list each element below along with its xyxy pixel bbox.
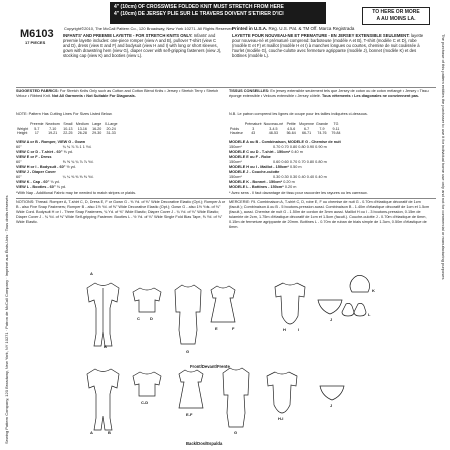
view-label: C <box>137 316 140 321</box>
view-label: K <box>372 288 375 293</box>
registered-mark: Reg. U.S. Pat. & TM Off. Marca Registrada <box>268 26 355 31</box>
table-cell: 17 <box>34 131 39 136</box>
table-cell: 7-9 <box>319 126 325 131</box>
view-label: H <box>283 327 286 332</box>
yardage-label: VIEW J - Diaper Cover <box>16 170 56 174</box>
table-cell: 19-21 <box>48 131 58 136</box>
diaper-front-illustration <box>318 300 342 314</box>
yardage-label: MODELE K - Bonnet - 150cm* <box>229 180 283 184</box>
yardage-values: ¼ ¼ ⅜ ⅜ ⅜ ⅜ Yd. <box>62 175 94 179</box>
table-cell: Poids <box>230 126 239 131</box>
copyright: Copyright©2010, The McCall Pattern Co., 120 Broadway, New York 10271. All Rights Reserved. <box>64 26 234 31</box>
yardage-values: ⅛ yd. <box>56 185 67 189</box>
table-cell: 3-4.5 <box>269 126 278 131</box>
pieces-count: 17 PIECES <box>25 40 46 45</box>
yardage-label: 150cm* <box>229 145 242 149</box>
yardage-values: 0.70 0.70 0.80 0.80 0.90 0.90 m <box>272 145 327 149</box>
table-cell: 13-16 <box>77 126 87 131</box>
view-label: J <box>330 317 333 322</box>
measure-fr-block <box>229 122 434 136</box>
measure-header: Prématuré <box>244 122 262 126</box>
measure-header: Nouveau-né <box>263 122 284 126</box>
stretch-gauge-banner <box>110 2 326 24</box>
measure-header: Small <box>63 122 73 126</box>
fabrics-fr-note: Tous vêtements • Les diagonales ne conviennent pas. <box>322 94 420 98</box>
table-row <box>229 131 343 136</box>
yardage-label: 60" <box>16 145 22 149</box>
fabrics-en <box>16 89 226 99</box>
table-cell: 16-20 <box>92 126 102 131</box>
view-label: B <box>104 344 107 349</box>
booties-illustration <box>342 303 366 316</box>
view-label: F <box>232 326 235 331</box>
yardage-values: 0.60 0.60 0.70 0.70 0.80 0.80 m <box>272 160 327 164</box>
measure-header: Petite <box>286 122 296 126</box>
romper-front-illustration <box>87 283 119 346</box>
measure-header: X-Large <box>104 122 118 126</box>
view-label: L <box>368 312 371 317</box>
yardage-label: 60" <box>16 175 22 179</box>
pattern-number: M6103 <box>20 28 54 40</box>
legend-back: Back/Dos/Espalda <box>186 441 223 446</box>
view-label: I <box>298 327 300 332</box>
table-cell: 22-25 <box>63 131 73 136</box>
view-label: G <box>234 430 238 435</box>
table-cell: 5-7 <box>34 126 40 131</box>
note-en: NOTE: Pattern Has Cutting Lines For Sizes Listed Below. <box>16 112 113 116</box>
table-cell: Height <box>17 131 28 136</box>
gown-front-illustration <box>175 285 201 344</box>
yardage-label: MODELE A ou B - Combinaison, MODELE G - Chemise de nuit <box>229 140 341 144</box>
yardage-label: 150cm* <box>229 160 242 164</box>
measure-table-en <box>16 122 119 136</box>
description-en-heading: INFANTS' AND PREEMIE LAYETTE - FOR STRETCH KNITS ONLY: <box>63 33 193 38</box>
romper-back-illustration <box>87 369 119 430</box>
yardage-values: 0.40 m <box>291 150 303 154</box>
table-cell: 26-28 <box>77 131 87 136</box>
right-side-text-content: The purchase of this pattern entitles the purchaser to use it for individual home use only and not for commercial or manufacturing purposes <box>441 34 446 280</box>
fabrics-fr-text: En jersey extensible seulement tels que Jersey de coton ou de coton mélangé • Jersey • Tissu éponge extensible • Velours extensible • Jersey côtelé. <box>229 89 429 98</box>
view-label: C-D <box>141 400 149 405</box>
stretch-gauge-fr: 4" (10cm) DE JERSEY PLIE SUR LE TRAVERS DOIVENT S'ETIRER D'ICI <box>114 11 284 17</box>
yardage-values: ⅛ yd. <box>50 180 60 184</box>
cap-illustration <box>350 275 370 292</box>
yardage-label: VIEW E or F - Dress <box>16 155 52 159</box>
view-label: E <box>215 326 218 331</box>
table-cell: 3 <box>252 126 255 131</box>
measure-table-fr <box>229 122 343 136</box>
printed-in-text: Printed in U.S.A. <box>232 26 268 31</box>
to-here-en: TO HERE OR MORE <box>372 9 420 15</box>
diaper-back-illustration <box>320 386 344 400</box>
description-fr-body: layette pour nouveau-né et prématuré comprend: barboteuse (modèle A et B), T-shirt (modèle C et D), robe (modèle E et F) et maillot (modèle H et I) à manches longues ou courtes, chemise de nuit coulissée à l'ourlet (modèle G), couche-culotte avec fermeture agrippante (modèle J), bonnet (modèle K) et des bottines (modèle L). <box>232 33 424 58</box>
table-cell: 7-10 <box>49 126 57 131</box>
measure-header: Medium <box>75 122 89 126</box>
divider <box>16 198 436 199</box>
dress-back-illustration <box>179 370 203 408</box>
yardage-fr <box>229 140 434 190</box>
yardage-label: VIEW H or I - Bodysuit - 60" <box>16 165 66 169</box>
notions-en: NOTIONS: Thread. Romper A, T-shirt C, D, Dress E, F or Gown G - ⅜ Yd. of ⅜" Wide Decorative Elastic (Opt.); Romper A or B - also Five Snap Fasteners; Romper B - also 1½ Yd. of ⅝" Wide Decorative Elastic (Opt.); Gown G - also 1½ Yds. of ⅛" Wide Cord. Bodysuit H or I - Three Snap Fasteners, ¾ Yd. of ⅜" Wide Elastic; Diaper Cover J - ¾ Yd. of ⅛" Wide Elastic; Diaper Cover J - ¾ Yd. of ⅜" Wide Self-gripping Fastener. Bootles L - ½ Yd. of ⅛" Wide Single Fold Bias Tape, ⅝ Yd. of ⅛" Wide Elastic. <box>16 200 226 224</box>
yardage-values: 0.20 m <box>283 180 295 184</box>
view-label: E-F <box>186 412 193 417</box>
table-cell: 4.5-6 <box>287 126 296 131</box>
measure-header: Newborn <box>45 122 60 126</box>
table-cell: 9-11 <box>332 126 340 131</box>
stretch-gauge-end-box <box>362 7 430 25</box>
list-item <box>16 185 226 190</box>
legend-front: Front/Devant/Frente <box>190 364 230 369</box>
nap-note-en: *With Nap - Additional Fabric may be needed to match stripes or plaids. <box>16 191 137 195</box>
table-cell: 66-71 <box>301 131 312 136</box>
fabrics-fr-heading: TISSUS CONSEILLES: <box>229 89 270 93</box>
measure-header: Moyenne <box>299 122 314 126</box>
measure-en-block <box>16 122 226 136</box>
yardage-label: VIEW L - Booties - 60" <box>16 185 56 189</box>
table-cell: 10-13 <box>63 126 73 131</box>
table-cell: 56-64 <box>286 131 296 136</box>
table-cell: 31-33 <box>106 131 116 136</box>
measure-header: Large <box>92 122 102 126</box>
yardage-en <box>16 140 226 190</box>
table-cell: 29-30 <box>92 131 102 136</box>
table-cell: 43 <box>251 131 256 136</box>
stretch-gauge-en: 4" (10cm) OF CROSSWISE FOLDED KNIT MUST STRETCH FROM HERE <box>114 4 284 10</box>
table-cell: 79-84 <box>331 131 341 136</box>
view-label: H-I <box>278 416 284 421</box>
description-fr-heading: LAYETTE POUR NOUVEAU-NE ET PREMATURE - EN JERSEY EXTENSIBLE SEULEMENT: <box>232 33 410 38</box>
description-en <box>63 33 223 58</box>
yardage-values: ⅝ ⅝ ¾ ¾ ⅞ ⅞ Yd. <box>62 160 94 164</box>
divider <box>16 87 436 88</box>
fabrics-en-heading: SUGGESTED FABRICS: <box>16 89 59 93</box>
nap-note-fr: * Avec sens - Il faut davantage de tissu pour raccorder les rayures ou les carreaux. <box>229 191 368 195</box>
yardage-values: 0.30 0.30 0.30 0.40 0.40 0.40 m <box>272 175 327 179</box>
fabrics-fr <box>229 89 434 99</box>
view-label: B <box>108 430 111 435</box>
table-cell: 6-7 <box>303 126 310 131</box>
table-cell: Weight <box>17 126 29 131</box>
left-side-text <box>3 34 15 444</box>
table-cell: 48-53 <box>268 131 278 136</box>
table-row <box>16 131 119 136</box>
view-label: A <box>90 430 93 435</box>
view-label: G <box>186 349 190 354</box>
yardage-label: 150cm* <box>229 175 242 179</box>
table-cell: 74-76 <box>317 131 327 136</box>
yardage-label: MODELE E ou F - Robe <box>229 155 271 159</box>
measure-header: TG <box>333 122 339 126</box>
description-en-body: Infants' and preemie layette includes: one-piece romper (view A and B), pullover T-shirt (view C and D), dress (view E and F) and bodysuit (view H and I) with long or short sleeves, gown with drawstring hem (view G), diaper cover with self-gripping fasteners (view J), stocking cap (view K) and booties (view L). <box>63 33 222 58</box>
view-label: D <box>150 316 153 321</box>
view-label: A <box>90 271 93 276</box>
fabrics-en-note: Not All Garments • Not Suitable For Diagonals. <box>51 94 136 98</box>
yardage-values: 0.20 m <box>284 185 297 189</box>
yardage-label: MODELE L - Bottines - 150cm* <box>229 185 284 189</box>
printed-in <box>232 26 354 31</box>
yardage-values: 0.50 m <box>289 165 302 169</box>
to-here-fr: A AU MOINS LA. <box>376 16 416 22</box>
yardage-label: VIEW C or D - T-shirt - 60" <box>16 150 63 154</box>
fabrics-en-text: For Stretch Knits Only such as Cotton and Cotton Blend Knits • Jersey • Stretch Terry • Stretch Velour • Ribbed Knit. <box>16 89 219 98</box>
bodysuit-back-illustration <box>267 372 297 413</box>
notions-fr: MERCERIE: Fil. Combinaison A, T-shirt C, D, robe E, F ou chemise de nuit G - 0.70m d'élastique décoratif de 1cm (facult.); Combinaison A ou B - 5 boutons-pression aussi. Combinaison B - 1.40m d'élastique décoratif de 1cm et 1.5cm (facult.), aussi. Chemise de nuit G - 1.50m de cordon de 3mm aussi. Maillot H ou I - 3 boutons-pression, 0.15m de tulamirie de 2cm, 1.75m d'élastique décoratif de 1cm et 1.5cm (facult.). Couche-culotte J - 0.70m d'élastique de 6mm, 0.15m de fermeture agrippante de 20mm. Bottines L - 0.70m de ruban de biais simple de 1.3cm, 0.50m d'élastique de 6mm. <box>229 200 430 229</box>
yardage-values: ¾ ¾ ⅞ ⅞ 1 1 Yd. <box>62 145 92 149</box>
yardage-label: MODELE J - Couche-culotte <box>229 170 280 174</box>
view-label: J <box>330 403 333 408</box>
yardage-label: MODELE C ou D - T-shirt - 150cm* <box>229 150 291 154</box>
left-side-text-content: Sewing Pattern Company, 120 Broadway, New York, NY 10271 · Patron de McCall Company · Imprimé aux États-Unis · Tous droits réservés <box>4 195 9 444</box>
yardage-label: VIEW A or B - Romper, VIEW G - Gown <box>16 140 86 144</box>
description-fr <box>232 33 432 58</box>
bodysuit-front-illustration <box>275 283 305 324</box>
measure-header: Preemie <box>30 122 44 126</box>
right-side-text <box>436 34 448 444</box>
yardage-label: 60" <box>16 160 22 164</box>
gown-back-illustration <box>223 368 249 427</box>
dress-front-illustration <box>211 286 235 322</box>
table-cell: 20-24 <box>106 126 116 131</box>
tshirt-back-illustration <box>133 372 161 396</box>
yardage-label: MODELE H ou I - Maillot - 150cm* <box>229 165 289 169</box>
note-fr: N.B. Le patron comprend les lignes de coupe pour les tailles indiquées ci-dessous. <box>229 112 368 116</box>
measure-header: Grande <box>315 122 328 126</box>
table-cell: Hauteur <box>230 131 243 136</box>
list-item <box>229 185 434 190</box>
tshirt-front-illustration <box>133 288 161 312</box>
yardage-label: VIEW K - Cap - 60" <box>16 180 50 184</box>
yardage-values: ½ yd. <box>66 165 76 169</box>
yardage-values: ⅜ yd. <box>63 150 73 154</box>
